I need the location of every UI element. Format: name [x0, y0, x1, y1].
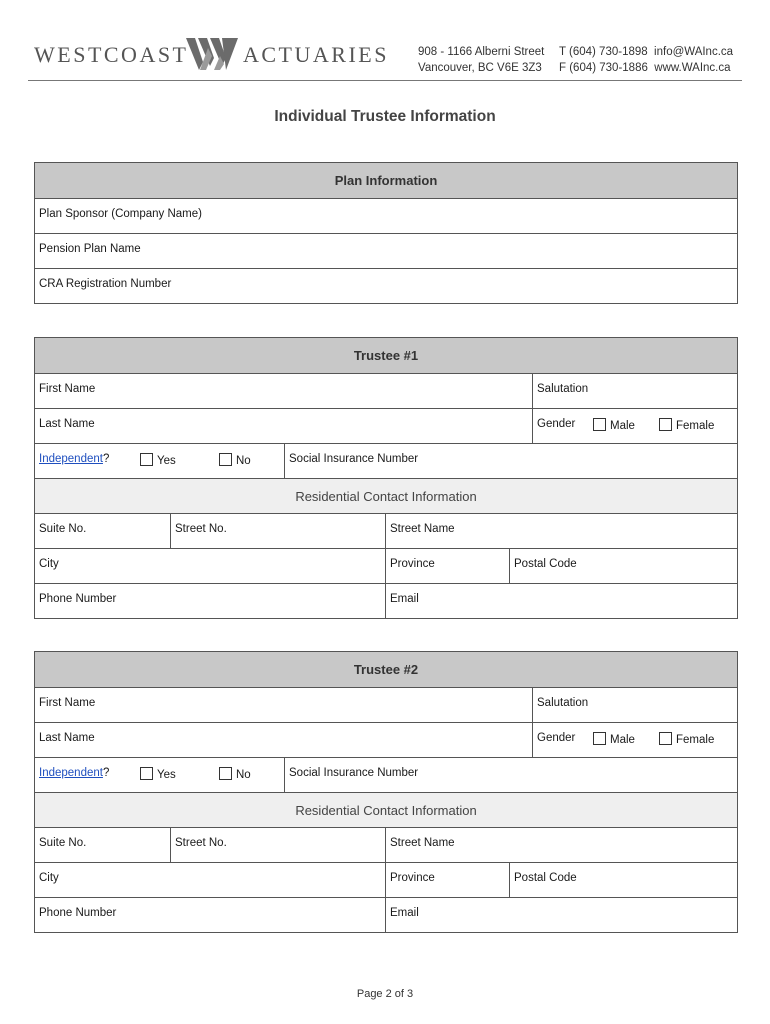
gender-field [532, 409, 737, 443]
yes-option[interactable] [140, 758, 176, 793]
postal-code-field[interactable]: Postal Code [509, 863, 737, 897]
city-row [35, 862, 737, 897]
letterhead [0, 0, 770, 84]
female-option[interactable] [659, 409, 714, 444]
city-field[interactable]: City [39, 872, 59, 884]
address-line: Vancouver, BC V6E 3Z3 [418, 62, 542, 74]
email-field[interactable]: Email [385, 898, 737, 932]
independent-field [35, 758, 285, 792]
first-name-field[interactable]: First Name [39, 383, 96, 395]
address-row [35, 827, 737, 862]
pension-plan-name-field[interactable] [35, 233, 737, 268]
name-row [35, 373, 737, 408]
trustee-1-section [34, 337, 738, 619]
male-option[interactable] [593, 409, 635, 444]
no-checkbox[interactable] [219, 453, 232, 466]
section-heading: Trustee #2 [35, 652, 737, 687]
sin-field[interactable]: Social Insurance Number [284, 444, 737, 478]
question-mark: ? [102, 453, 110, 465]
fax-web-line [559, 60, 733, 76]
first-name-field[interactable]: First Name [39, 697, 96, 709]
section-heading: Plan Information [35, 163, 737, 198]
residential-heading: Residential Contact Information [35, 478, 737, 513]
phone-row [35, 897, 737, 932]
sin-field[interactable]: Social Insurance Number [284, 758, 737, 792]
contact-block [559, 44, 733, 76]
field-label: Plan Sponsor (Company Name) [39, 208, 202, 220]
yes-checkbox[interactable] [140, 767, 153, 780]
phone-row [35, 583, 737, 618]
no-option[interactable] [219, 444, 251, 479]
trustee-2-section [34, 651, 738, 933]
street-name-field[interactable]: Street Name [385, 514, 737, 548]
name-row [35, 687, 737, 722]
phone-number: T (604) 730-1898 [559, 46, 648, 58]
cra-registration-field[interactable] [35, 268, 737, 303]
independent-row [35, 443, 737, 478]
female-label: Female [676, 420, 715, 432]
male-checkbox[interactable] [593, 418, 606, 431]
yes-label: Yes [157, 455, 176, 467]
female-label: Female [676, 734, 715, 746]
male-label: Male [610, 734, 635, 746]
address-block [418, 44, 544, 76]
gender-label: Gender [537, 418, 576, 430]
email-address: info@WAInc.ca [654, 46, 734, 58]
brand-name-right: ACTUARIES [243, 42, 389, 67]
plan-sponsor-field[interactable] [35, 198, 737, 233]
email-field[interactable]: Email [385, 584, 737, 618]
male-checkbox[interactable] [593, 732, 606, 745]
street-no-field[interactable]: Street No. [170, 828, 386, 862]
gender-field [532, 723, 737, 757]
province-field[interactable]: Province [385, 549, 510, 583]
female-checkbox[interactable] [659, 732, 672, 745]
city-field[interactable]: City [39, 558, 59, 570]
suite-field[interactable]: Suite No. [39, 837, 87, 849]
salutation-field[interactable]: Salutation [532, 688, 737, 722]
province-field[interactable]: Province [385, 863, 510, 897]
male-option[interactable] [593, 723, 635, 758]
question-mark: ? [102, 767, 110, 779]
fax-number: F (604) 730-1886 [559, 62, 648, 74]
last-name-row [35, 408, 737, 443]
last-name-field[interactable]: Last Name [39, 732, 95, 744]
independent-row [35, 757, 737, 792]
brand-name-left: WESTCOAST [34, 42, 189, 67]
street-no-field[interactable]: Street No. [170, 514, 386, 548]
website: www.WAInc.ca [654, 62, 731, 74]
no-option[interactable] [219, 758, 251, 793]
no-checkbox[interactable] [219, 767, 232, 780]
independent-link[interactable]: Independent [39, 453, 103, 465]
yes-label: Yes [157, 769, 176, 781]
last-name-row [35, 722, 737, 757]
female-option[interactable] [659, 723, 714, 758]
no-label: No [236, 455, 251, 467]
yes-option[interactable] [140, 444, 176, 479]
gender-label: Gender [537, 732, 576, 744]
page-title: Individual Trustee Information [274, 108, 496, 125]
city-row [35, 548, 737, 583]
yes-checkbox[interactable] [140, 453, 153, 466]
address-row [35, 513, 737, 548]
residential-heading: Residential Contact Information [35, 792, 737, 827]
street-name-field[interactable]: Street Name [385, 828, 737, 862]
salutation-field[interactable]: Salutation [532, 374, 737, 408]
female-checkbox[interactable] [659, 418, 672, 431]
last-name-field[interactable]: Last Name [39, 418, 95, 430]
field-label: CRA Registration Number [39, 278, 172, 290]
independent-link[interactable]: Independent [39, 767, 103, 779]
header-divider [28, 80, 742, 81]
section-heading: Trustee #1 [35, 338, 737, 373]
phone-field[interactable]: Phone Number [39, 593, 117, 605]
page-number: Page 2 of 3 [356, 988, 414, 1000]
postal-code-field[interactable]: Postal Code [509, 549, 737, 583]
wa-logo-icon [186, 36, 238, 72]
field-label: Pension Plan Name [39, 243, 141, 255]
independent-field [35, 444, 285, 478]
phone-email-line [559, 44, 733, 60]
male-label: Male [610, 420, 635, 432]
no-label: No [236, 769, 251, 781]
address-line: 908 - 1166 Alberni Street [418, 46, 545, 58]
phone-field[interactable]: Phone Number [39, 907, 117, 919]
suite-field[interactable]: Suite No. [39, 523, 87, 535]
plan-information-section [34, 162, 738, 304]
